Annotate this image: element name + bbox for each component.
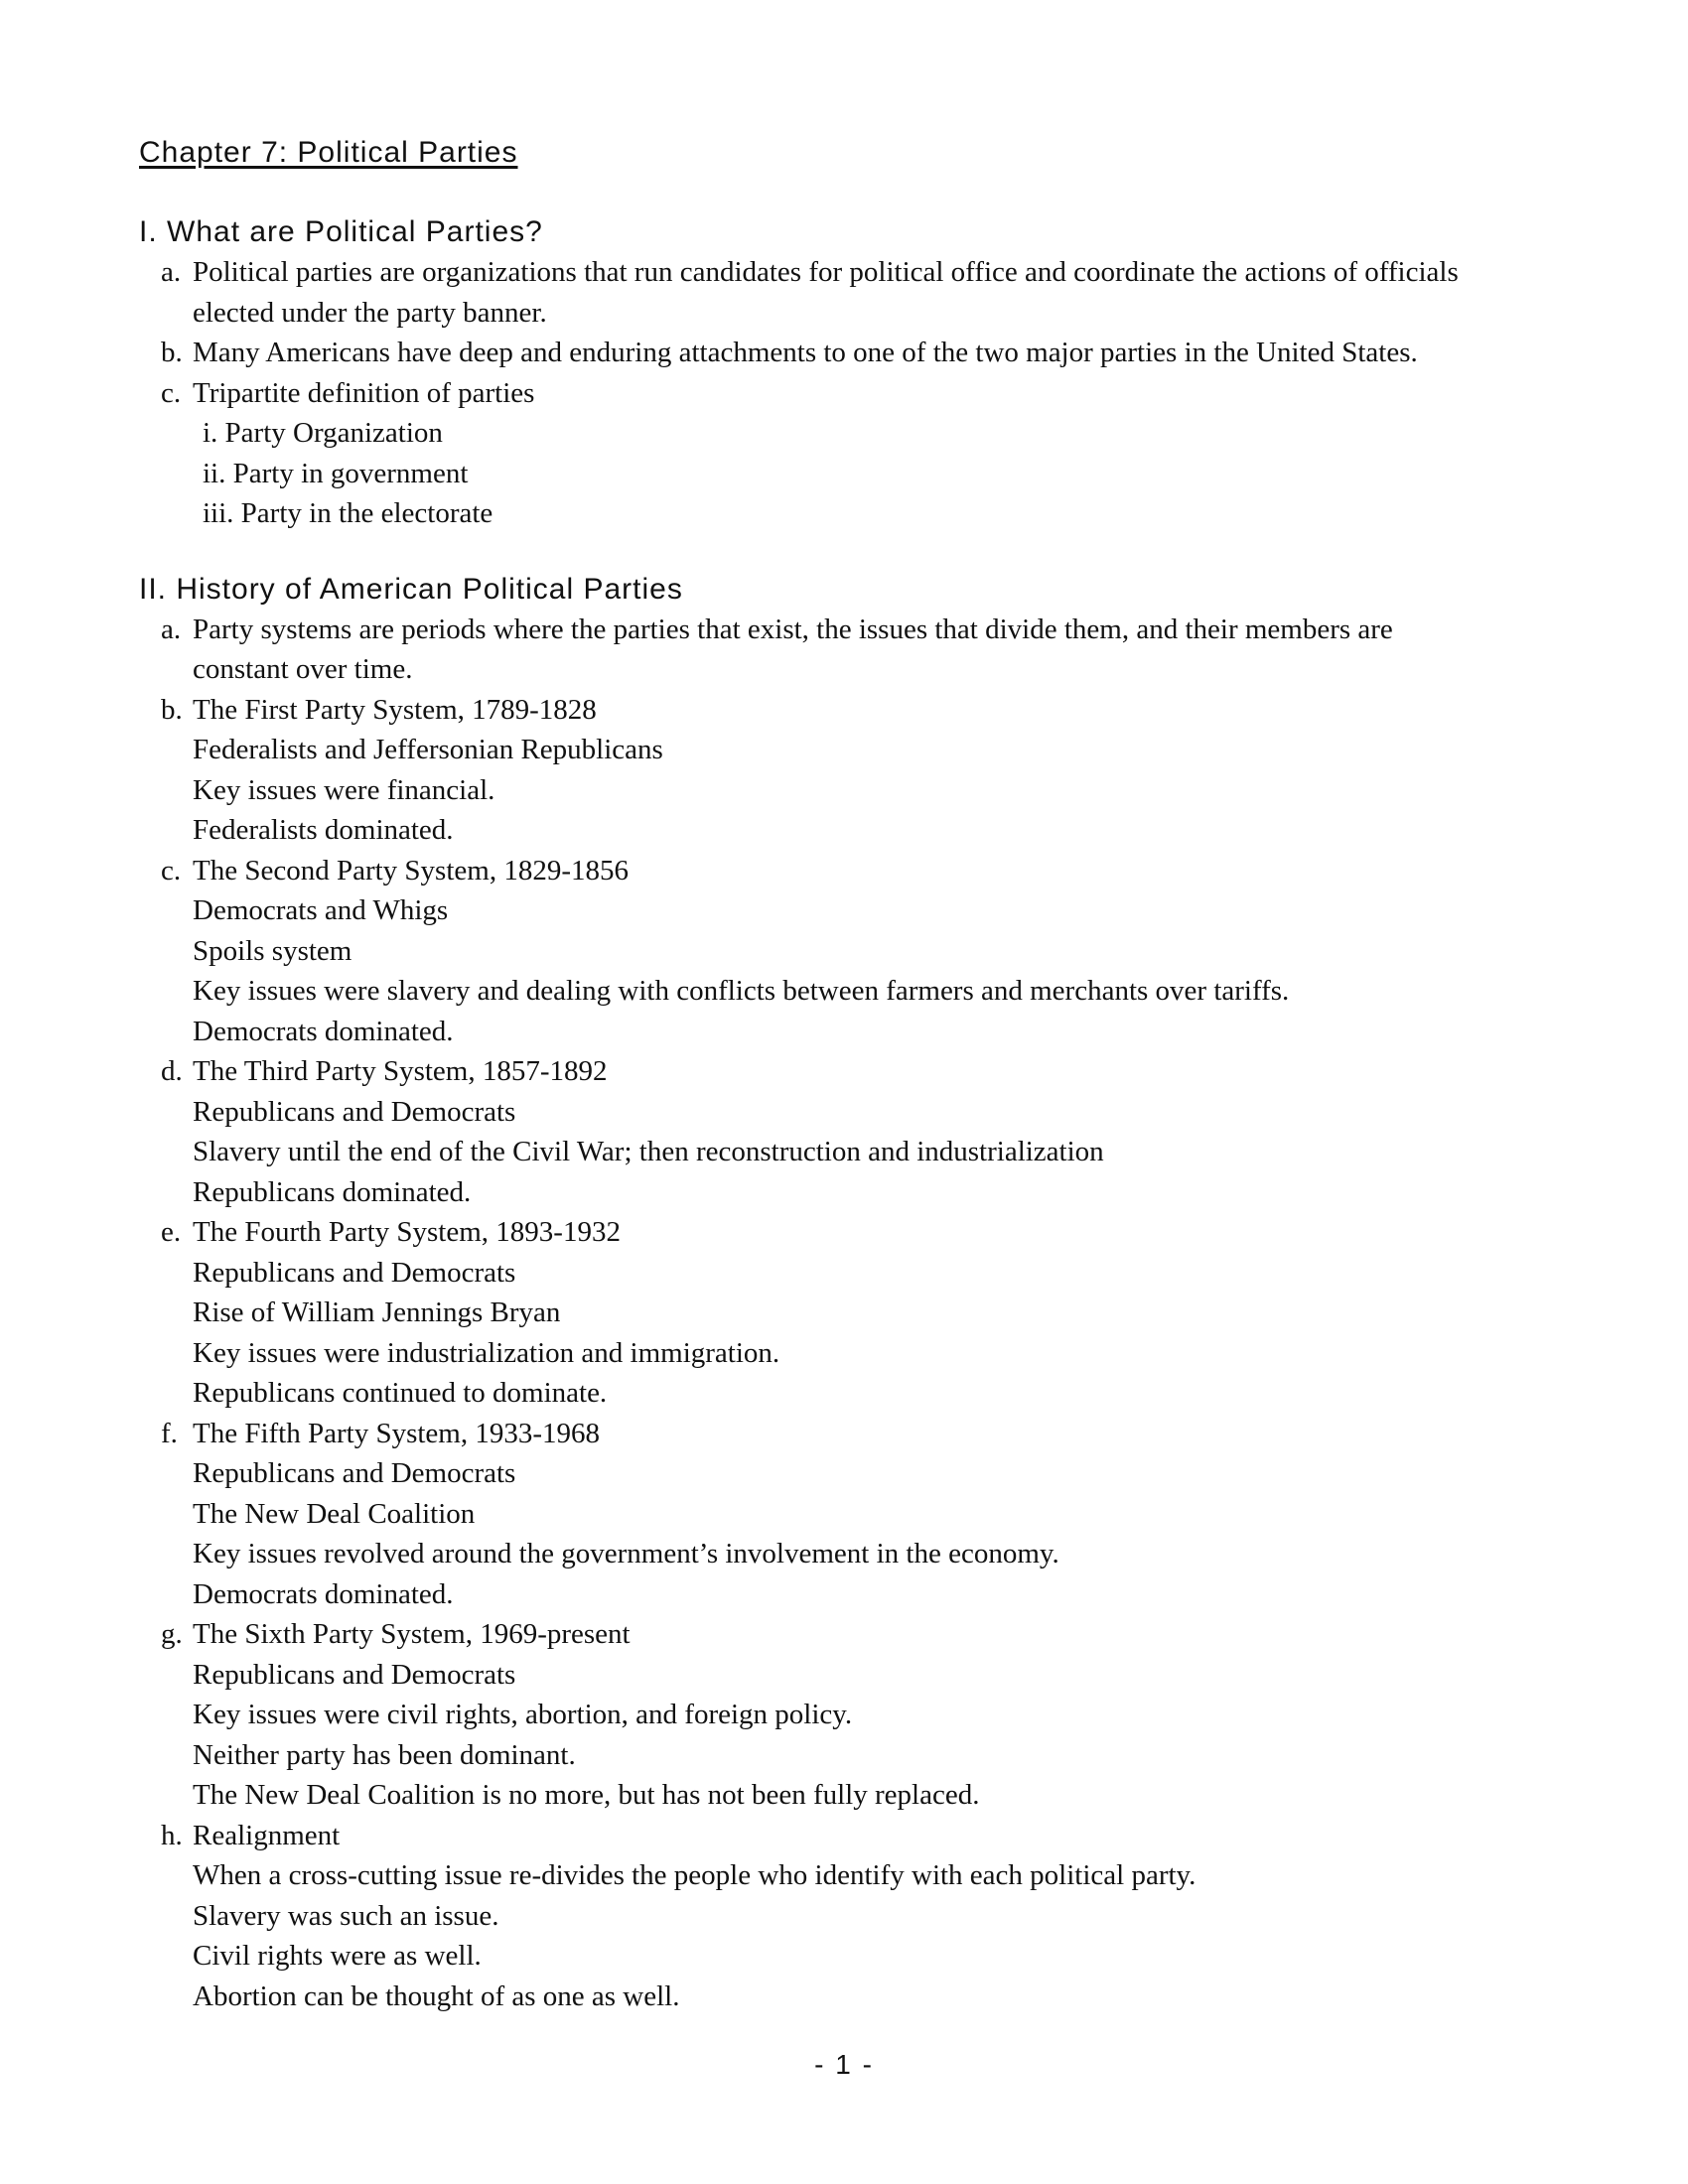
item-marker: a. [161,613,182,645]
item-detail: Republicans continued to dominate. [193,1377,608,1409]
item-text: Political parties are organizations that run candidates for political office and coordinate the actions of officials [193,256,1459,288]
item-marker: c. [161,854,182,887]
list-item-third-party-system [139,1051,1569,1212]
item-detail: Federalists and Jeffersonian Republicans [193,734,663,765]
item-detail: Spoils system [193,934,352,967]
item-detail: Slavery until the end of the Civil War; then reconstruction and industrialization [193,1136,1104,1167]
list-item-second-party-system [139,851,1569,1052]
item-detail: Slavery was such an issue. [193,1899,499,1932]
section-heading: II. History of American Political Parties [139,572,683,606]
section-heading: I. What are Political Parties? [139,215,543,248]
item-detail: Key issues revolved around the government’s involvement in the economy. [193,1538,1059,1570]
document-page [139,135,1569,2052]
item-detail: Republicans and Democrats [193,1658,516,1691]
item-text: The Second Party System, 1829-1856 [193,854,629,887]
item-marker: g. [161,1618,183,1650]
item-detail: Republicans dominated. [193,1175,472,1208]
item-detail: Abortion can be thought of as one as well. [193,1979,680,2012]
item-text-continued: elected under the party banner. [193,296,547,329]
item-marker: f. [161,1417,178,1449]
item-text: The First Party System, 1789-1828 [193,693,597,726]
item-detail: The New Deal Coalition [193,1497,476,1530]
sub-item-party-organization: i. Party Organization [203,417,443,449]
list-item [139,373,1569,414]
item-detail: Key issues were civil rights, abortion, and foreign policy. [193,1699,853,1730]
item-text: The Sixth Party System, 1969-present [193,1618,631,1650]
item-text: Tripartite definition of parties [193,376,535,409]
item-text: Party systems are periods where the parties that exist, the issues that divide them, and their members are [193,613,1393,645]
item-text: The Third Party System, 1857-1892 [193,1055,608,1087]
item-text: Many Americans have deep and enduring attachments to one of the two major parties in the United States. [193,337,1418,368]
list-item [139,252,1569,333]
item-detail: Rise of William Jennings Bryan [193,1297,561,1328]
item-text: The Fifth Party System, 1933-1968 [193,1417,601,1449]
item-detail: Democrats and Whigs [193,894,449,926]
sub-item-party-in-electorate: iii. Party in the electorate [203,497,493,529]
item-detail: Civil rights were as well. [193,1940,482,1972]
item-detail: Republicans and Democrats [193,1095,516,1128]
item-detail: Democrats dominated. [193,1015,454,1047]
item-detail: Key issues were industrialization and immigration. [193,1336,780,1369]
item-marker: c. [161,376,182,409]
item-detail: Democrats dominated. [193,1577,454,1610]
item-text: The Fourth Party System, 1893-1932 [193,1216,621,1248]
item-detail: Key issues were slavery and dealing with conflicts between farmers and merchants over tariffs. [193,975,1290,1007]
list-item-sixth-party-system [139,1614,1569,1816]
item-text-continued: constant over time. [193,653,413,685]
section-history-of-parties [139,570,1569,2017]
list-item-fifth-party-system [139,1414,1569,1615]
item-detail: Republicans and Democrats [193,1457,516,1489]
page-number: - 1 - [814,2049,874,2080]
chapter-title: Chapter 7: Political Parties [139,136,518,169]
list-item-first-party-system [139,690,1569,851]
list-item [139,610,1569,690]
list-item [139,333,1569,373]
item-marker: a. [161,256,182,288]
item-detail: Federalists dominated. [193,814,454,846]
list-item-fourth-party-system [139,1212,1569,1414]
sub-item-party-in-government: ii. Party in government [203,457,469,489]
item-marker: h. [161,1819,183,1851]
item-detail: Republicans and Democrats [193,1256,516,1289]
item-marker: b. [161,693,183,726]
item-marker: e. [161,1216,182,1248]
item-detail: Neither party has been dominant. [193,1738,576,1771]
item-marker: d. [161,1055,183,1087]
item-detail: The New Deal Coalition is no more, but has not been fully replaced. [193,1779,980,1811]
list-item-realignment [139,1816,1569,2017]
item-detail: When a cross-cutting issue re-divides the people who identify with each political party. [193,1859,1196,1891]
section-what-are-political-parties [139,212,1569,534]
item-detail: Key issues were financial. [193,773,495,806]
item-marker: b. [161,337,183,368]
item-text: Realignment [193,1819,341,1851]
